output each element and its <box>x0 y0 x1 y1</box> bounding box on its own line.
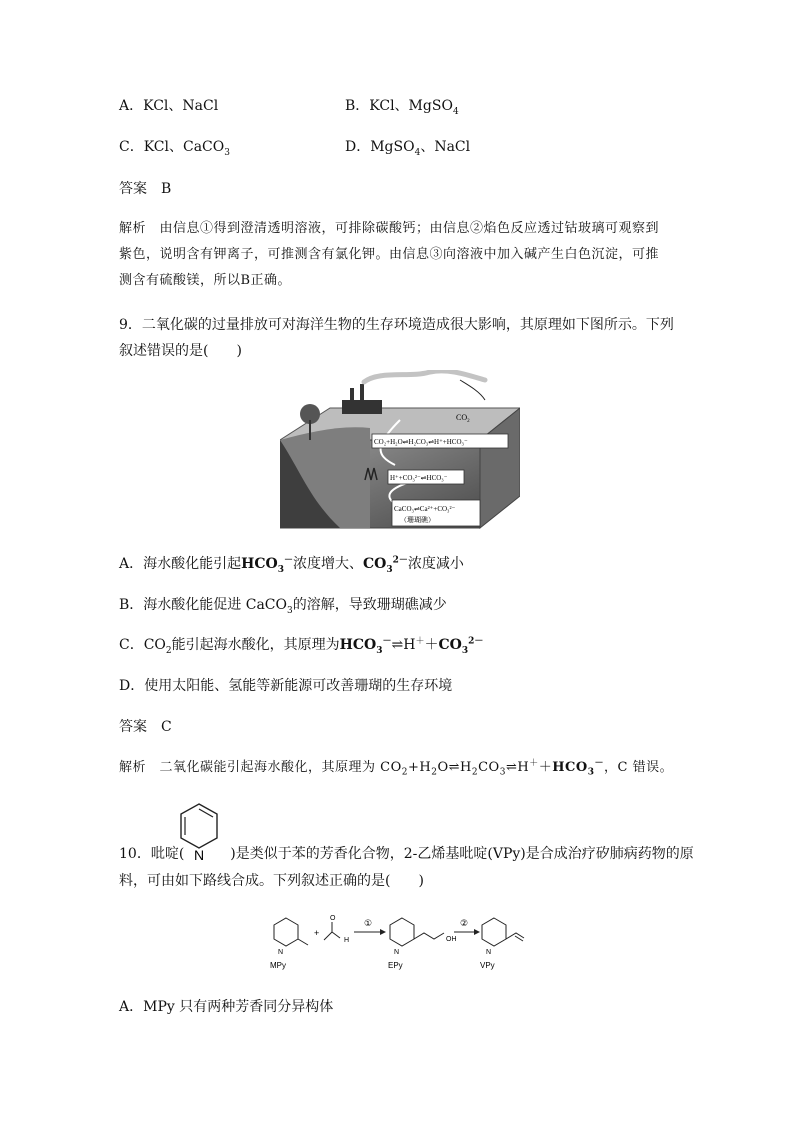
step-2-label: ② <box>460 919 469 929</box>
vpy-label: VPy <box>480 961 495 970</box>
formaldehyde-o: O <box>330 915 336 922</box>
q8-explanation-line-1: 解析 由信息①得到澄清透明溶液，可排除碳酸钙；由信息②焰色反应透过钴玻璃可观察到 <box>119 221 660 236</box>
q8-explanation-line-3: 测含有硫酸镁，所以B正确。 <box>119 273 292 288</box>
q8-option-b: B．KCl、MgSO$_4$ <box>345 98 459 117</box>
q9-stem-line-2: 叙述错误的是( ) <box>119 343 242 359</box>
q8-option-c: C．KCl、CaCO$_3$ <box>119 139 230 158</box>
q10-option-a: A．MPy 只有两种芳香同分异构体 <box>119 999 334 1015</box>
epy-label: EPy <box>388 961 403 970</box>
equilibrium-1: CO₂+H₂O⇌H₂CO₃⇌H⁺+HCO₃⁻ <box>374 438 468 446</box>
q9-option-c: C．$CO_2$能引起海水酸化，其原理为$HCO_3^-\rightleftharpoons H^++CO_3^{2-}$ <box>119 636 484 656</box>
step-1-label: ① <box>364 919 373 929</box>
mpy-label: MPy <box>270 961 286 970</box>
equilibrium-3: CaCO₃⇌Ca²⁺+CO₃²⁻ <box>394 505 456 513</box>
synthesis-scheme <box>268 910 528 972</box>
q9-answer: 答案 C <box>119 719 172 735</box>
equilibrium-2: H⁺+CO₃²⁻⇌HCO₃⁻ <box>390 474 448 482</box>
q8-explanation-line-2: 紫色，说明含有钾离子，可推测含有氯化钾。由信息③向溶液中加入碱产生白色沉淀，可推 <box>119 247 660 262</box>
mpy-n: N <box>278 949 284 956</box>
plus-sign: + <box>314 928 320 938</box>
coral-reef-label: （珊瑚礁） <box>400 516 435 524</box>
q10-stem-line-2: 料，可由如下路线合成。下列叙述正确的是( ) <box>119 873 424 889</box>
q9-option-a: A．海水酸化能引起$HCO_3^-$浓度增大、$CO_3^{2-}$浓度减小 <box>119 555 464 575</box>
pyridine-n-label: N <box>194 847 205 863</box>
oh-label: OH <box>446 936 457 943</box>
vpy-n: N <box>486 949 492 956</box>
q10-stem-line-1: 10．吡啶( )是类似于苯的芳香化合物，2-乙烯基吡啶(VPy)是合成治疗矽肺病药物的原 <box>119 846 694 862</box>
co2-label: $CO_2$ <box>456 413 470 424</box>
q8-option-a: A．KCl、NaCl <box>119 98 219 114</box>
q9-option-b: B．海水酸化能促进 CaCO$_3$的溶解，导致珊瑚礁减少 <box>119 597 447 616</box>
q8-option-d: D．MgSO$_4$、NaCl <box>345 139 471 158</box>
q9-stem-line-1: 9．二氧化碳的过量排放可对海洋生物的生存环境造成很大影响，其原理如下图所示。下列 <box>119 317 674 333</box>
epy-n: N <box>394 949 400 956</box>
q9-option-d: D．使用太阳能、氢能等新能源可改善珊瑚的生存环境 <box>119 678 453 694</box>
formaldehyde-h: H <box>344 937 350 944</box>
q8-answer: 答案 B <box>119 181 172 197</box>
q9-explanation: 解析 二氧化碳能引起海水酸化，其原理为 $CO_2+H_2O\rightleftharpoons H_2CO_3\rightleftharpoons H^++HCO_3^-$，C 错误。 <box>119 758 674 778</box>
ocean-acidification-figure <box>280 370 520 530</box>
